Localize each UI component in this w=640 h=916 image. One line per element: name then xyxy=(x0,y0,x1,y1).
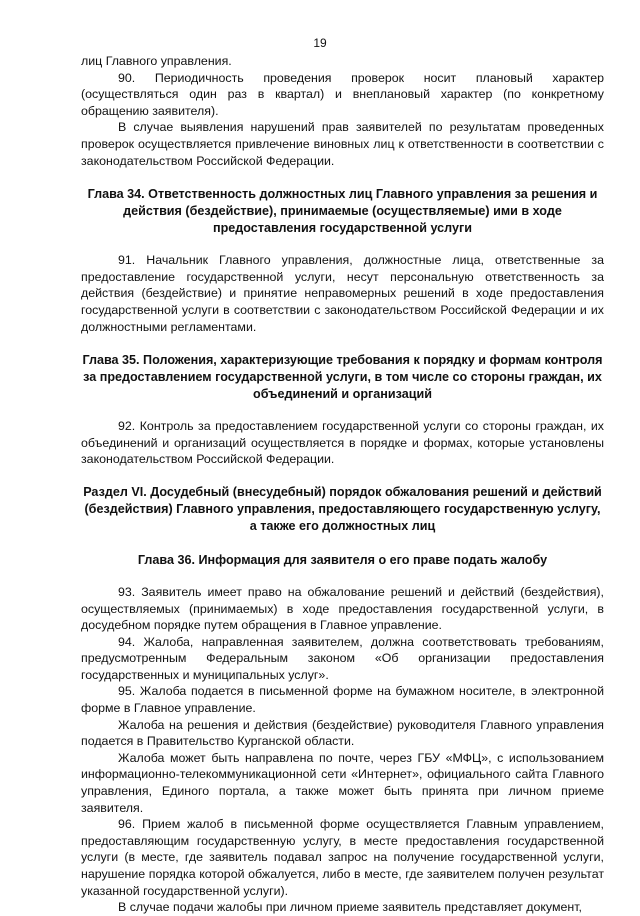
page-number: 19 xyxy=(313,36,327,50)
paragraph-96: 96. Прием жалоб в письменной форме осуществляется Главным управлением, предоставляющим государственную услугу, в месте предоставления государственной услуги (в месте, где заявитель подавал запрос на получение государственной услуги, нарушение порядка которой обжалуется, либо в месте, где заявителем получен результат указанной государственной услуги). xyxy=(81,817,604,898)
chapter-34-heading: Глава 34. Ответственность должностных лиц Главного управления за решения и действия (бездействие), принимаемые (осуществляемые) ими в ходе предоставления государственной услуги xyxy=(87,187,598,236)
paragraph-92: 92. Контроль за предоставлением государственной услуги со стороны граждан, их объединений и организаций осуществляется в порядке и формах, которые установлены законодательством Российской Федерации. xyxy=(81,419,604,467)
paragraph-96-personal: В случае подачи жалобы при личном приеме заявитель представляет документ, xyxy=(118,900,582,915)
paragraph-95-channels: Жалоба может быть направлена по почте, через ГБУ «МФЦ», с использованием информационно-телекоммуникационной сети «Интернет», официального сайта Главного управления, Единого портала, а также может быть принята при личном приеме заявителя. xyxy=(81,750,604,815)
paragraph-91: 91. Начальник Главного управления, должностные лица, ответственные за предоставление государственной услуги, несут персональную ответственность за действия (бездействие) и принятие неправомерных решений в ходе предоставления государственной услуги в соответствии с законодательством Российской Федерации и их должностными регламентами. xyxy=(81,253,604,334)
paragraph-93: 93. Заявитель имеет право на обжалование решений и действий (бездействия), осуществляемых (принимаемых) в ходе предоставления государственной услуги, в досудебном порядке путем обращения в Главное управление. xyxy=(81,584,604,633)
paragraph-94: 94. Жалоба, направленная заявителем, должна соответствовать требованиям, предусмотренным Федеральным законом «Об организации предоставления государственных и муниципальных услуг». xyxy=(81,634,604,682)
chapter-36-heading: Глава 36. Информация для заявителя о его праве подать жалобу xyxy=(137,552,548,567)
paragraph-violations: В случае выявления нарушений прав заявителей по результатам проведенных проверок осуществляется привлечение виновных лиц к ответственности в соответствии с законодательством Российской Федерации. xyxy=(81,120,604,168)
chapter-35-heading: Глава 35. Положения, характеризующие требования к порядку и формам контроля за предоставлением государственной услуги, в том числе со стороны граждан, их объединений и организаций xyxy=(82,353,603,402)
paragraph-continuation: лиц Главного управления. xyxy=(81,54,232,68)
document-body xyxy=(81,53,604,916)
section-6-heading: Раздел VI. Досудебный (внесудебный) порядок обжалования решений и действий (бездействия) Главного управления, предоставляющего государственную услугу, а также его должностных лиц xyxy=(83,484,602,533)
paragraph-90: 90. Периодичность проведения проверок носит плановый характер (осуществляться один раз в квартал) и внеплановый характер (по конкретному обращению заявителя). xyxy=(81,70,604,118)
paragraph-95-head-complaint: Жалоба на решения и действия (бездействие) руководителя Главного управления подается в Правительство Курганской области. xyxy=(81,717,604,749)
paragraph-95: 95. Жалоба подается в письменной форме на бумажном носителе, в электронной форме в Главное управление. xyxy=(81,684,604,716)
